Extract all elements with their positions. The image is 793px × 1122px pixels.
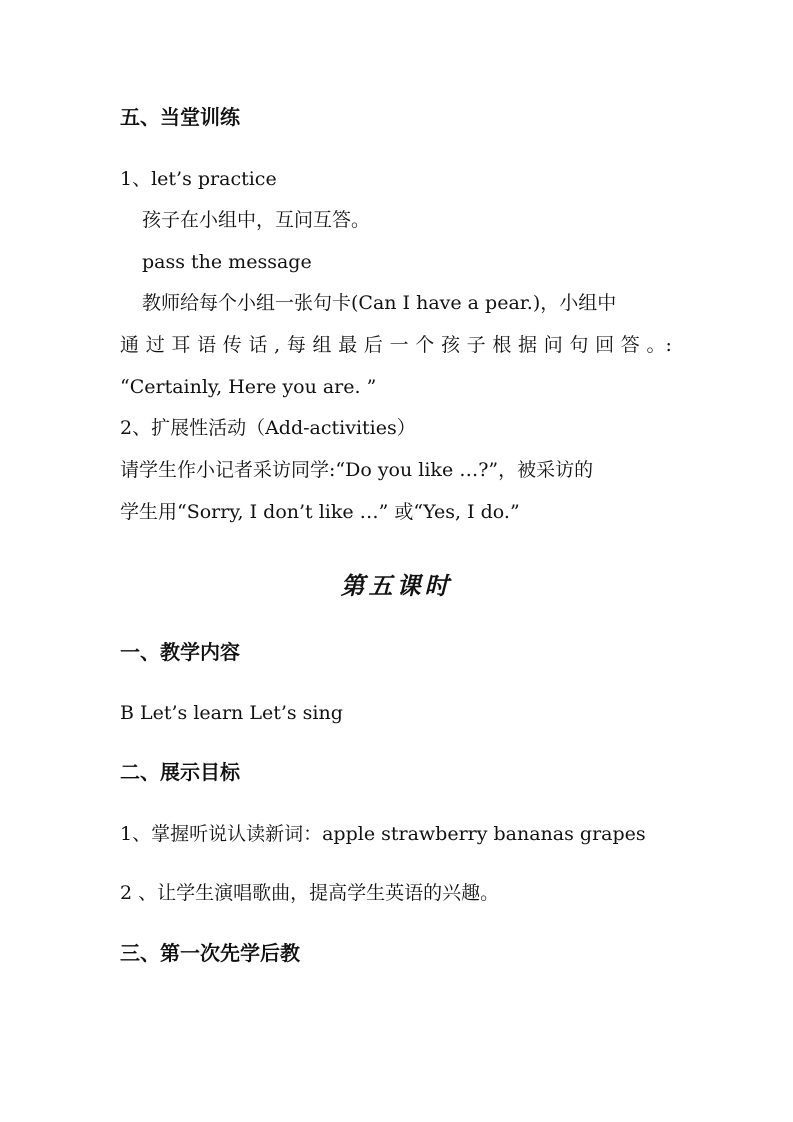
justified-char: 话 <box>248 334 268 356</box>
justified-char: 问 <box>543 334 563 356</box>
justified-char: , <box>274 334 281 356</box>
justified-char: 过 <box>145 334 165 356</box>
justified-char: 一 <box>389 334 409 356</box>
justified-char: 每 <box>286 334 306 356</box>
justified-char: 组 <box>312 334 332 356</box>
goal-1: 1、掌握听说认读新词：apple strawberry bananas grapes <box>120 823 646 845</box>
pass-message-title: pass the message <box>142 251 312 273</box>
justified-char: 回 <box>595 334 615 356</box>
goal-2: 2 、让学生演唱歌曲，提高学生英语的兴趣。 <box>120 882 500 904</box>
section-heading-practice: 五、当堂训练 <box>120 105 240 129</box>
section-heading-content: 一、教学内容 <box>120 640 240 664</box>
justified-char: 语 <box>197 334 217 356</box>
justified-char: 耳 <box>171 334 191 356</box>
item1-title: 1、let’s practice <box>120 168 277 190</box>
pass-message-line-3: “Certainly, Here you are. ” <box>120 376 377 398</box>
section-heading-goals: 二、展示目标 <box>120 760 240 784</box>
item2-line-2: 学生用“Sorry, I don’t like …” 或“Yes, I do.” <box>120 501 520 523</box>
section-heading-teach: 三、第一次先学后教 <box>120 941 300 965</box>
justified-char: 据 <box>518 334 538 356</box>
justified-char: 孩 <box>440 334 460 356</box>
justified-char: 个 <box>415 334 435 356</box>
justified-char: 传 <box>222 334 242 356</box>
lesson-title: 第五课时 <box>340 571 453 600</box>
justified-char: 根 <box>492 334 512 356</box>
pass-message-line-1: 教师给每个小组一张句卡(Can I have a pear.)，小组中 <box>142 292 617 314</box>
justified-char: 最 <box>338 334 358 356</box>
justified-char: 通 <box>120 334 140 356</box>
justified-char: 答 <box>620 334 640 356</box>
item2-title: 2、扩展性活动（Add-activities） <box>120 417 416 439</box>
justified-char: 句 <box>569 334 589 356</box>
justified-char: 。: <box>646 334 672 356</box>
item1-text: 孩子在小组中，互问互答。 <box>142 209 371 231</box>
justified-char: 后 <box>363 334 383 356</box>
item2-line-1: 请学生作小记者采访同学:“Do you like …?”，被采访的 <box>120 459 594 481</box>
pass-message-line-2 <box>120 333 672 357</box>
content-text: B Let’s learn Let’s sing <box>120 702 343 724</box>
justified-char: 子 <box>466 334 486 356</box>
